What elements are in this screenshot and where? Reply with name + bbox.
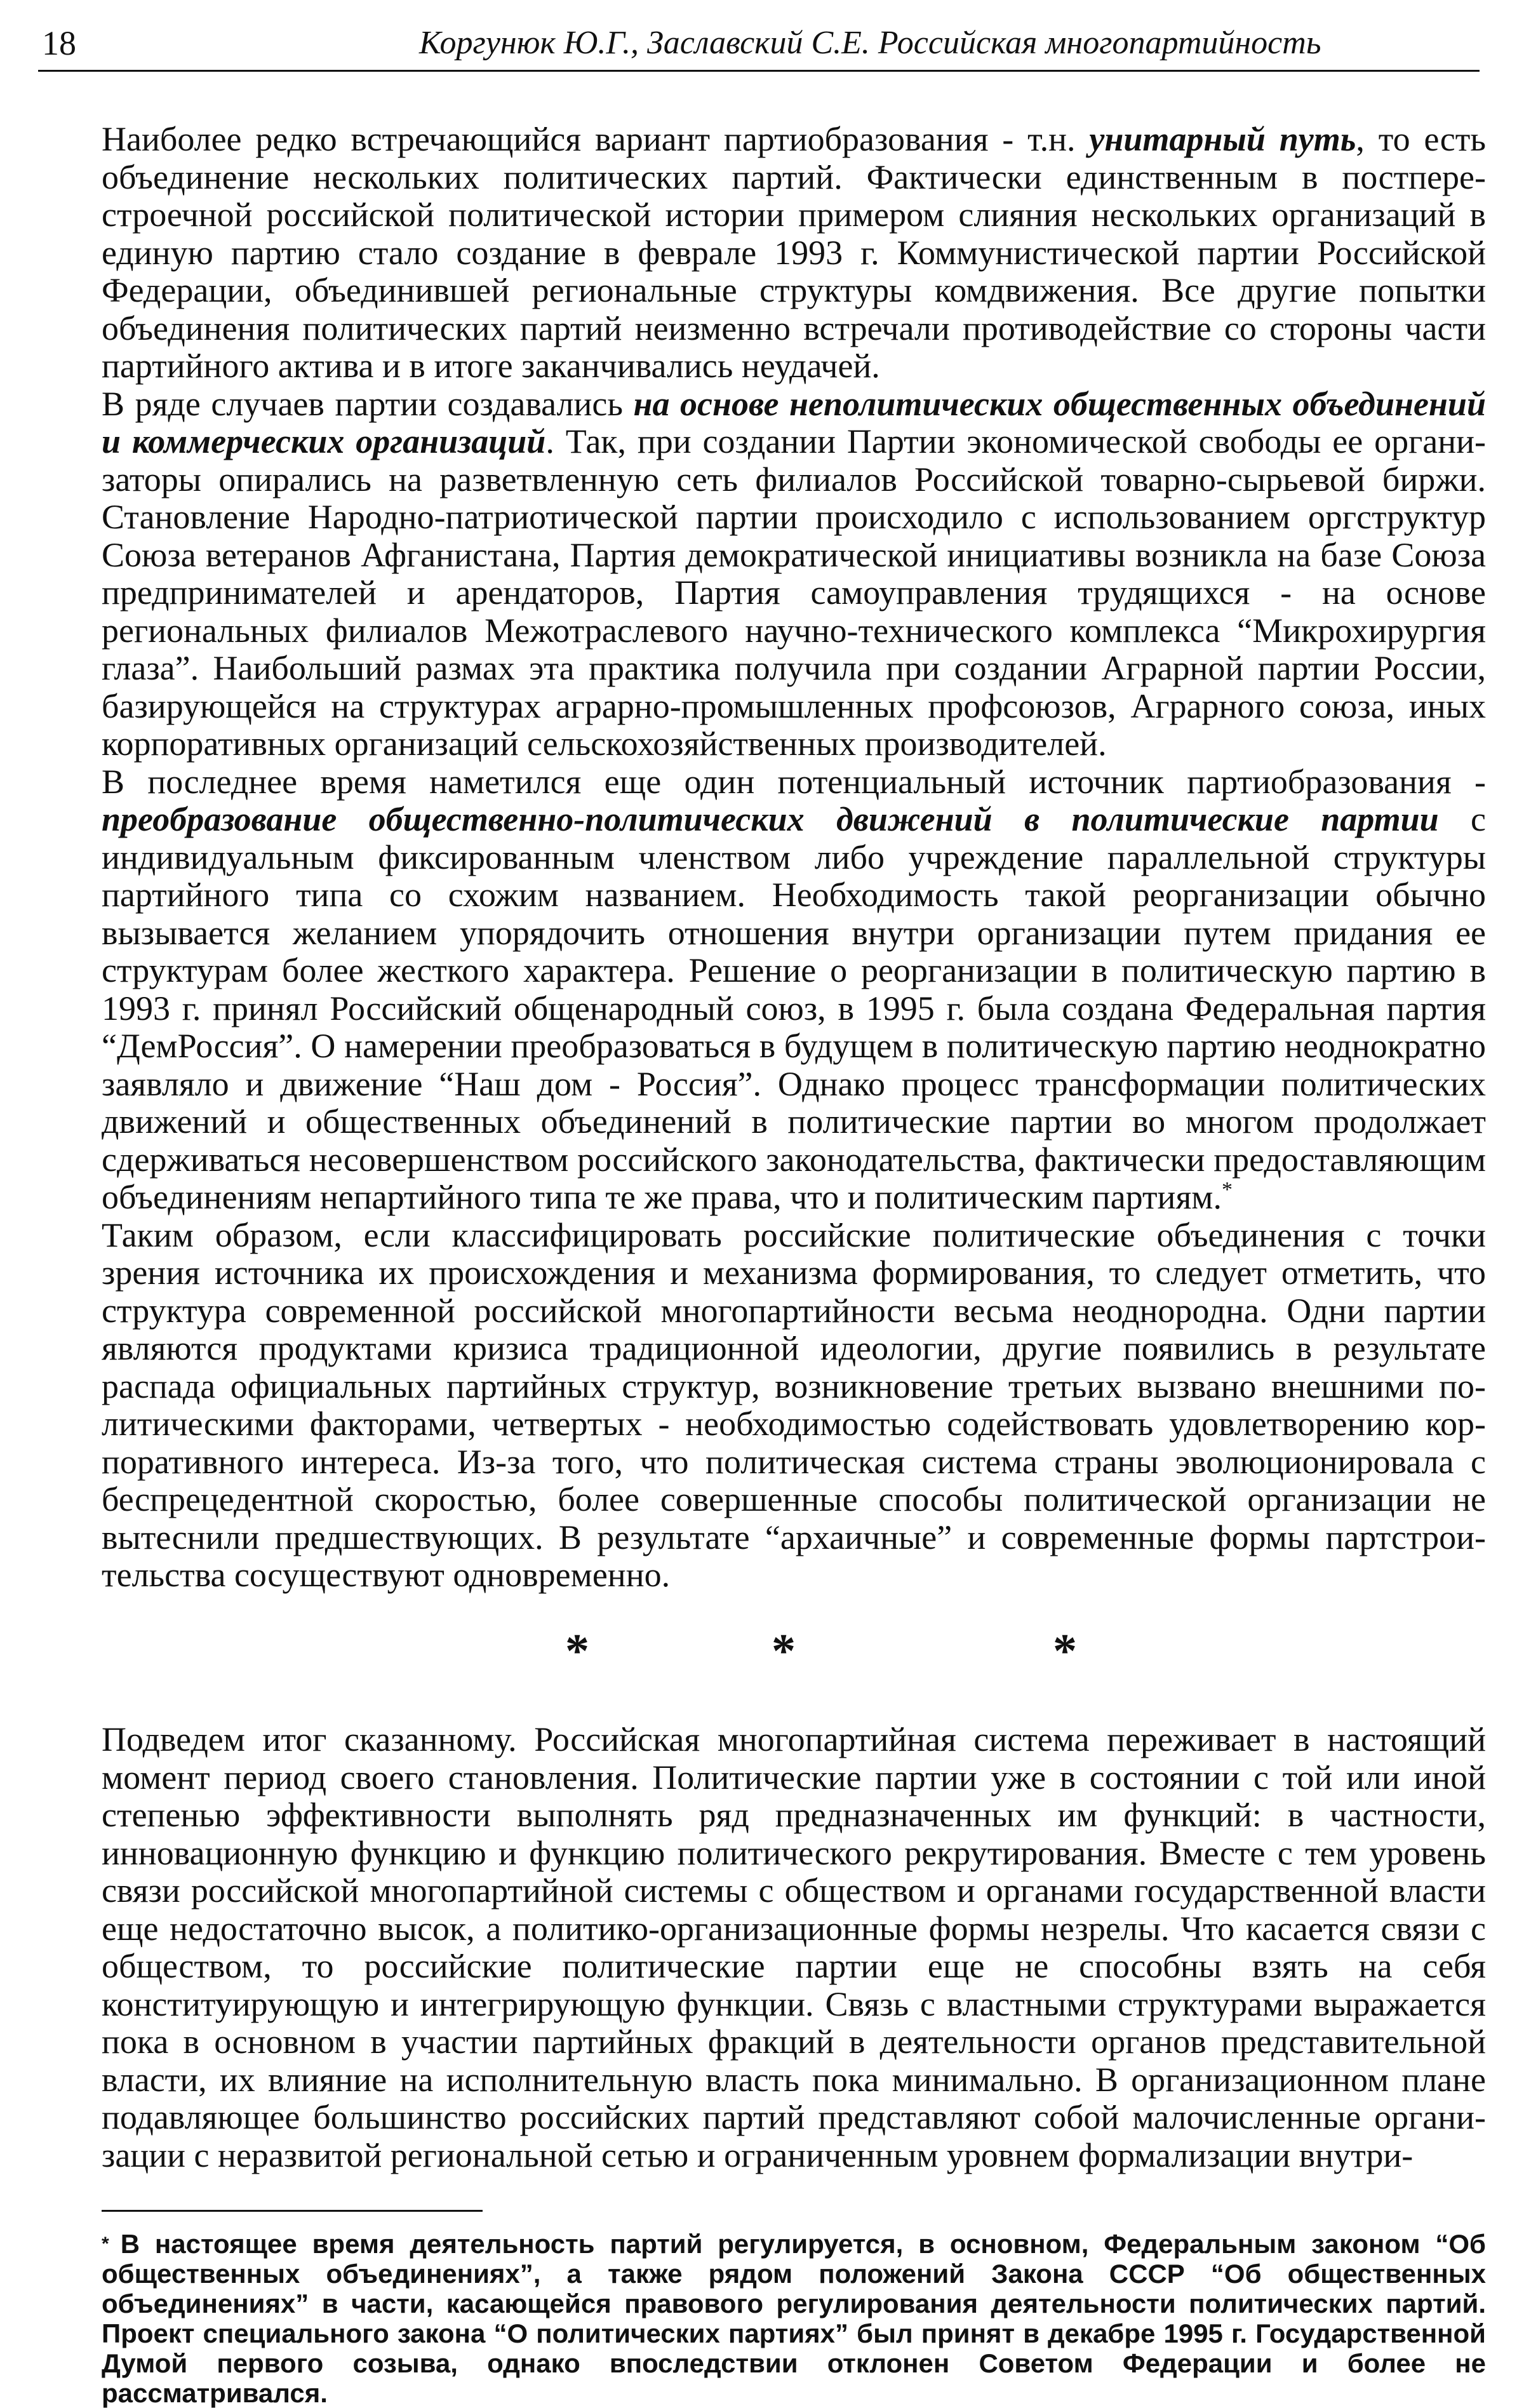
emphasis-term: преобразование общественно-политических движений в политические партии (102, 800, 1439, 838)
emphasis-term: на основе неполитических общественных объединений и коммерческих организаций (102, 384, 1486, 460)
paragraph-text: , то есть объединение нескольких политических партий. Фактически единственным в постперестроечной российской политической истории примером слияния нескольких организаций в единую партию стало создание в феврале 1993 г. Коммунистической партии Российской Федерации, объединившей региональные структуры комдвижения. Все другие попытки объединения политических партий неизменно встречали противодействие со стороны части партийного актива и в итоге заканчивались неудачей. (102, 120, 1486, 385)
paragraph-text: Таким образом, если классифицировать российские политические объединения с точки зрения источника их происхождения и механизма формирования, то следует отметить, что структура современной российской многопартийности весьма неоднородна. Одни партии являются продуктами кризиса традиционной идеологии, другие появились в результате распада официальных партийных структур, возникновение третьих вызвано внешними политическими факторами, четвертых - необходимостью содействовать удовлетворению корпоративного интереса. Из-за того, что политическая система страны эволюционировала с беспрецедентной скоростью, более совершенные способы политической организации не вытеснили предшествующих. В результате “архаичные” и современные формы партстроительства сосуществуют одновременно. (102, 1215, 1486, 1594)
footnote-text: В настоящее время деятельность партий регулируется, в основном, Федеральным законом “Об общественных объединениях”, а также рядом положений Закона СССР “Об общественных объединениях” в части, касающейся правового регулирования деятельности политических партий. Проект специального закона “О политических партиях” был принят в декабре 1995 г. Государственной Думой первого созыва, однако впоследствии отклонен Советом Федерации и более не рассматривался. (102, 2229, 1486, 2408)
paragraph-text: с индивидуальным фиксированным членством либо учреждение параллельной структуры партийного типа со схожим названием. Необходимость такой реорганизации обычно вызывается желанием упорядочить отношения внутри организации путем придания ее структурам более жесткого характера. Решение о реорганизации в политическую партию в 1993 г. принял Российский общенародный союз, в 1995 г. была создана Федеральная партия “ДемРоссия”. О намерении преобразоваться в будущем в политическую партию неоднократно заявляло и движение “Наш дом - Россия”. Однако процесс трансформации политических движений и общественных объединений в политические партии во многом продолжает сдерживаться несовершенством российского законодательства, фактически предоставляющим объединениям непартийного типа те же права, что и политическим партиям. (102, 800, 1486, 1216)
section-break-asterisks (102, 1622, 1486, 1680)
paragraph-text: Наиболее редко встречающийся вариант партиобразования - т.н. (102, 120, 1090, 158)
paragraph-text: В ряде случаев партии создавались (102, 384, 634, 423)
paragraph-text: В последнее время наметился еще один потенциальный источник партиобразования - (102, 762, 1486, 801)
summary-section (102, 1721, 1486, 2174)
paragraph-movement-transformation (102, 763, 1486, 1217)
running-title: Коргунюк Ю.Г., Заславский С.Е. Российская многопартийность (419, 25, 1321, 61)
paragraph-summary: Подведем итог сказанному. Российская многопартийная система переживает в настоящий момент период своего становления. Политические партии уже в состоянии с той или иной степенью эффективности выполнять ряд предназначенных им функций: в частности, инновационную функцию и функцию политического рекрутирования. Вместе с тем уровень связи российской многопартийной системы с обществом и органами государственной власти еще недостаточно высок, а политико-организационные формы незрелы. Что касается связи с обществом, то российские политические партии еще не способны взять на себя конституирующую и интегрирующую функции. Связь с властными структурами выражается пока в основном в участии партийных фракций в деятельности органов представительной власти, их влияние на исполнительную власть пока минимально. В организационном плане подавляющее большинство российских партий представляют собой малочисленные организации с неразвитой региональной сетью и ограниченным уровнем формализации внутри- (102, 1720, 1486, 2174)
paragraph-nonpolitical-basis (102, 385, 1486, 763)
page-header (38, 13, 1480, 72)
main-text (102, 121, 1486, 1595)
asterisk: * (772, 1624, 796, 1678)
paragraph-unitary-path (102, 121, 1486, 385)
paragraph-text: . Так, при создании Партии экономической свободы ее организаторы опирались на разветвленную сеть филиалов Российской товарно-сырьевой биржи. Становление Народно-патриотической партии происходило с использованием оргструктур Союза ветеранов Афганистана, Партия демократической инициативы возникла на базе Союза предпринимателей и арендаторов, Партия самоуправления трудящихся - на основе региональных филиалов Межотраслевого научно-технического комплекса “Микрохирургия глаза”. Наибольший размах эта практика получила при создании Аграрной партии России, базирующейся на структурах аграрно-промышленных профсоюзов, Аграрного союза, иных корпоративных организаций сельскохозяйственных производителей. (102, 422, 1486, 763)
asterisk: * (1053, 1624, 1077, 1678)
footnote-mark: * (102, 2233, 109, 2254)
footnote-reference[interactable]: * (1221, 1178, 1233, 1201)
footnote-divider (102, 2210, 483, 2212)
paragraph-classification (102, 1217, 1486, 1595)
asterisk: * (565, 1624, 589, 1678)
footnote (102, 2229, 1486, 2408)
page-number: 18 (42, 24, 76, 62)
emphasis-term: унитарный путь (1089, 120, 1356, 158)
